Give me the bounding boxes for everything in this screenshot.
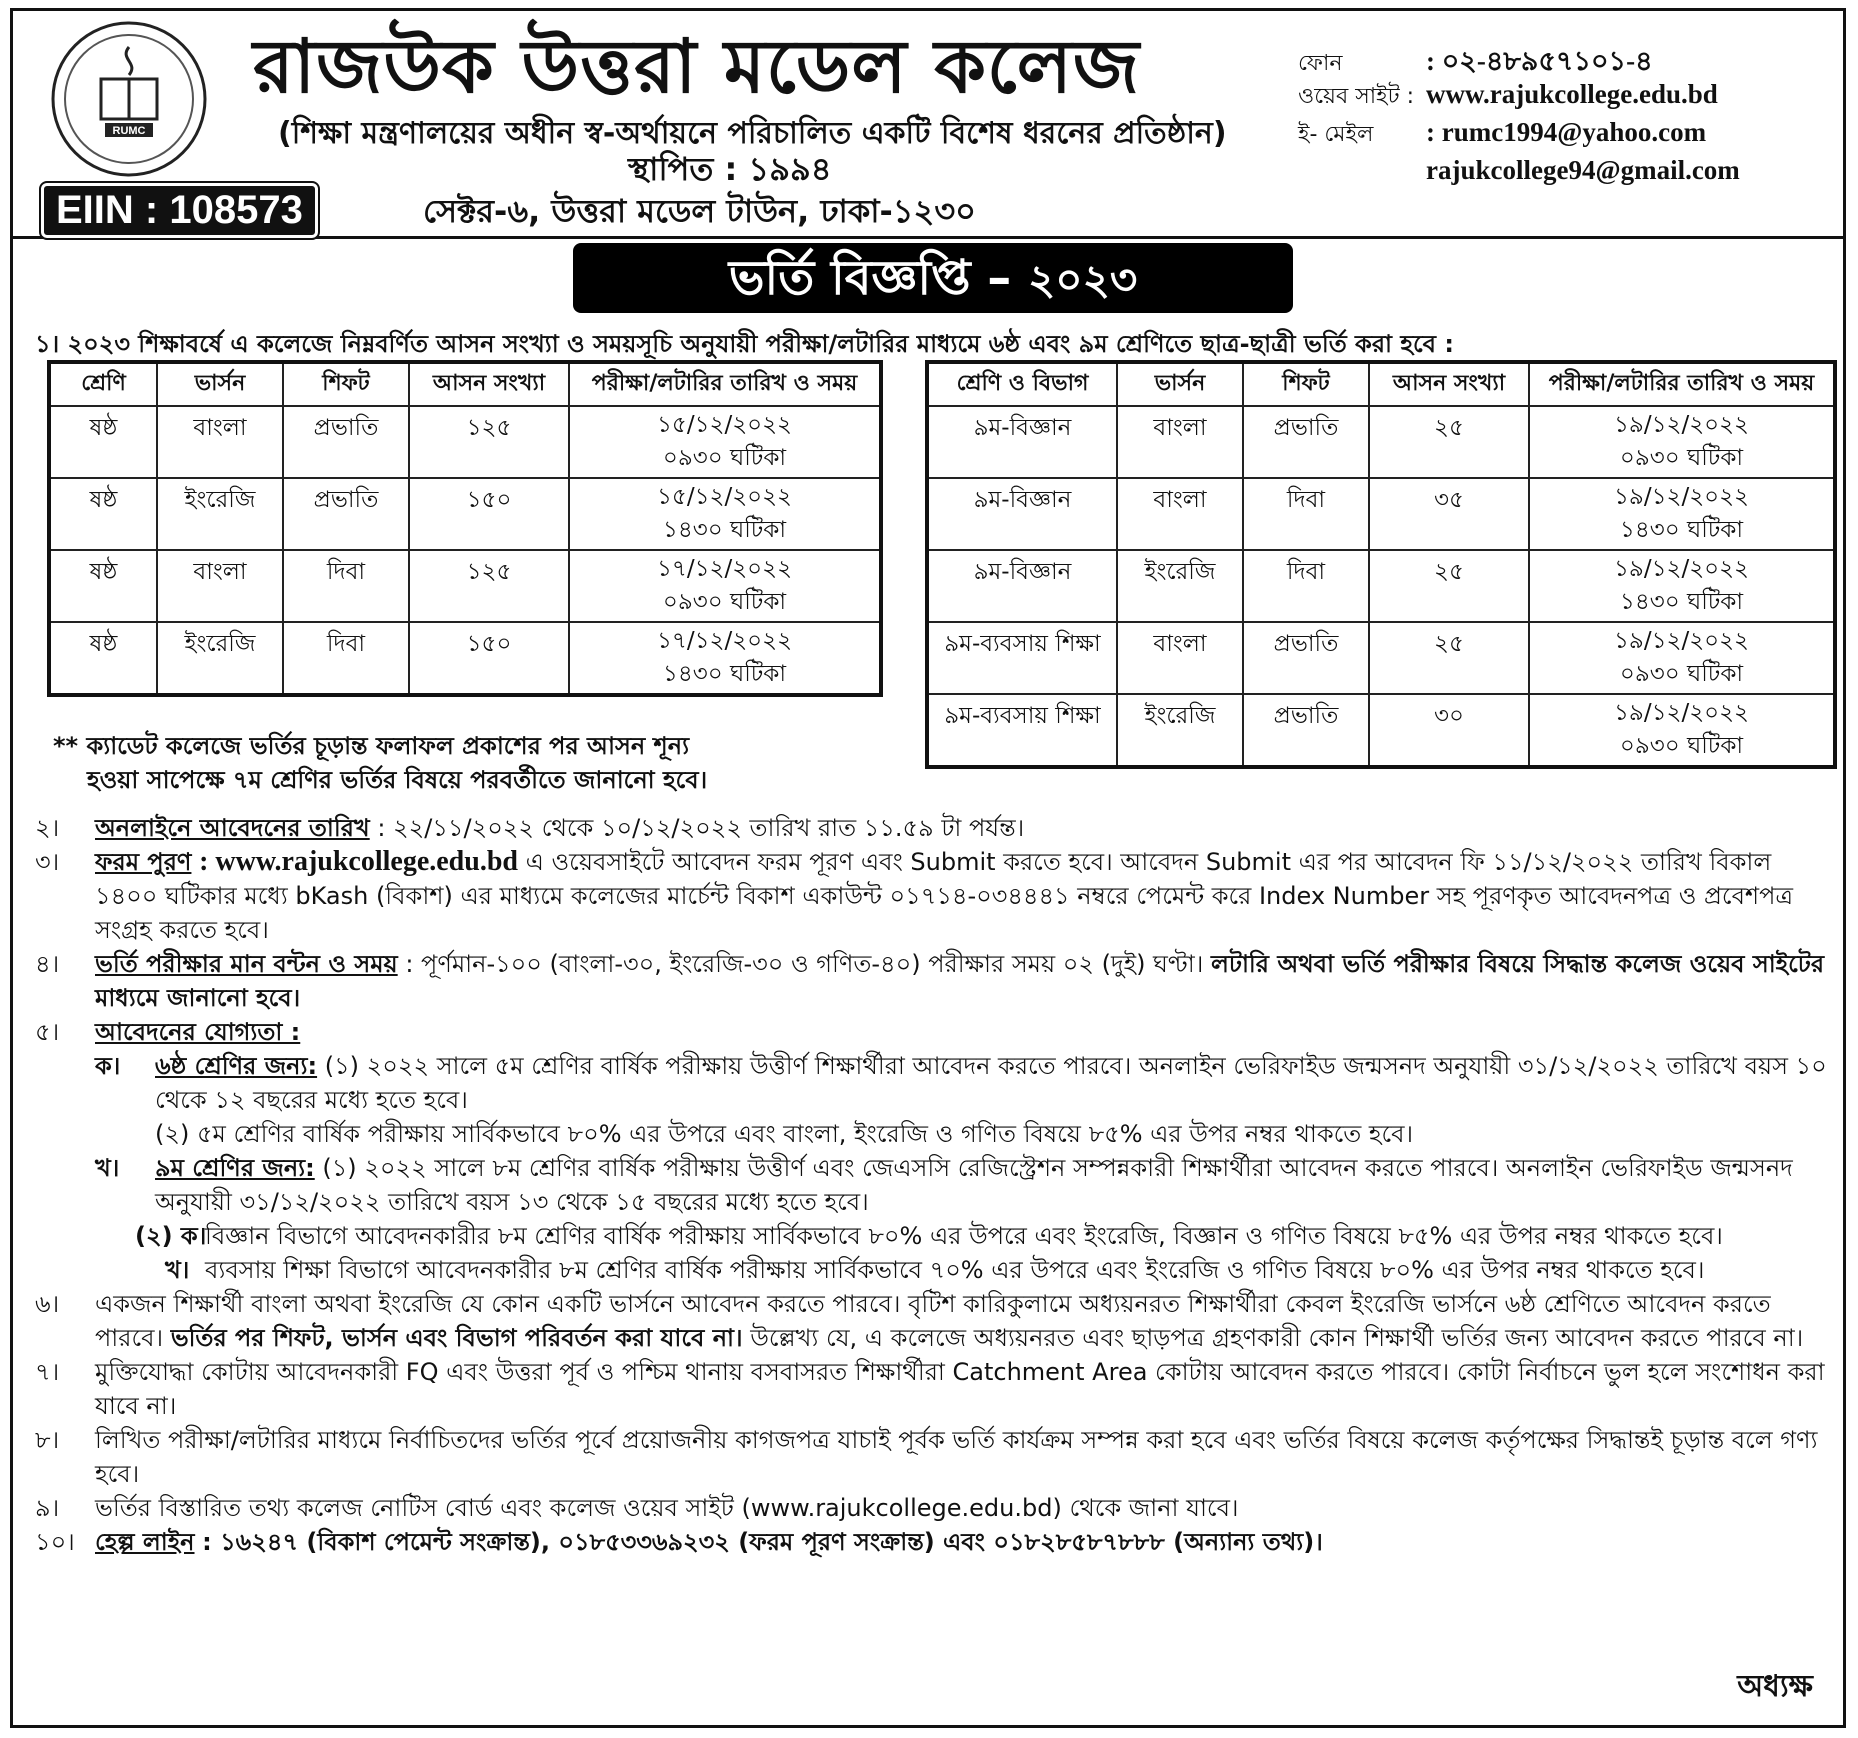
item-label: ফরম পুরণ: [95, 848, 192, 876]
cell-time: ০৯৩০ ঘটিকা: [662, 445, 787, 471]
sub-text: (১) ২০২২ সালে ৫ম শ্রেণির বার্ষিক পরীক্ষায় উত্তীর্ণ শিক্ষার্থীরা আবেদন করতে পারবে। অনলাইন ভেরিফাইড জন্মসনদ অনুযায়ী ৩১/১২/২০২২ তারিখে বয়স ১০ থেকে ১২ বছরের মধ্যে হতে হবে।: [155, 1052, 1827, 1114]
eligibility-class9: [95, 1151, 1835, 1219]
cell-time: ১৪৩০ ঘটিকা: [662, 661, 787, 687]
logo-text: RUMC: [112, 125, 146, 137]
cell-seats: ২৫: [1369, 622, 1529, 694]
website-link[interactable]: www.rajukcollege.edu.bd: [1426, 79, 1718, 109]
item-9: [35, 1491, 1835, 1525]
sub-number: (২) ক।: [135, 1222, 207, 1250]
table-header: পরীক্ষা/লটারির তারিখ ও সময়: [569, 362, 881, 406]
email-link-1[interactable]: : rumc1994@yahoo.com: [1426, 117, 1707, 147]
cell-class: ৯ম-বিজ্ঞান: [927, 550, 1117, 622]
item-10: [35, 1525, 1835, 1559]
table-header: শিফট: [283, 362, 409, 406]
cell-date: ১৯/১২/২০২২: [1613, 412, 1750, 438]
cell-datetime: [569, 622, 881, 695]
cell-time: ০৯৩০ ঘটিকা: [1619, 733, 1744, 759]
cell-seats: ৩০: [1369, 694, 1529, 767]
cell-version: বাংলা: [157, 406, 283, 478]
table-row: [927, 622, 1835, 694]
cell-datetime: [1529, 694, 1835, 767]
cell-seats: ৩৫: [1369, 478, 1529, 550]
sub-text: (২) ৫ম শ্রেণির বার্ষিক পরীক্ষায় সার্বিকভাবে ৮০% এর উপরে এবং বাংলা, ইংরেজি ও গণিত বিষয়ে ৮৫% এর উপর নম্বর থাকতে হবে।: [155, 1120, 1414, 1148]
cell-class: ৯ম-বিজ্ঞান: [927, 478, 1117, 550]
cell-shift: প্রভাতি: [283, 406, 409, 478]
cell-version: ইংরেজি: [157, 622, 283, 695]
table-header: আসন সংখ্যা: [409, 362, 569, 406]
admission-notice: [10, 8, 1846, 1728]
item-text: : ২২/১১/২০২২ থেকে ১০/১২/২০২২ তারিখ রাত ১১.৫৯ টা পর্যন্ত।: [377, 814, 1025, 842]
footnote-line: ** ক্যাডেট কলেজে ভর্তির চূড়ান্ত ফলাফল প্রকাশের পর আসন শূন্য: [53, 732, 690, 760]
item-number: ৪।: [35, 950, 60, 978]
cell-date: ১৯/১২/২০২২: [1613, 484, 1750, 510]
cell-class: ষষ্ঠ: [49, 478, 157, 550]
header: [13, 11, 1843, 239]
cell-shift: দিবা: [283, 622, 409, 695]
eiin-badge: EIIN : 108573: [41, 183, 318, 238]
notice-items: [35, 811, 1835, 1559]
item-number: ১০।: [35, 1528, 75, 1556]
intro-line: ১। ২০২৩ শিক্ষাবর্ষে এ কলেজে নিম্নবর্ণিত আসন সংখ্যা ও সময়সূচি অনুযায়ী পরীক্ষা/লটারির মাধ্যমে ৬ষ্ঠ এবং ৯ম শ্রেণিতে ছাত্র-ছাত্রী ভর্তি করা হবে :: [35, 330, 1454, 358]
cadet-footnote: [53, 729, 707, 797]
cell-datetime: [569, 406, 881, 478]
cell-time: ০৯৩০ ঘটিকা: [662, 589, 787, 615]
cell-class: ৯ম-বিজ্ঞান: [927, 406, 1117, 478]
college-subtitle: (শিক্ষা মন্ত্রণালয়ের অধীন স্ব-অর্থায়নে পরিচালিত একটি বিশেষ ধরনের প্রতিষ্ঠান): [278, 116, 1227, 151]
email-link-2[interactable]: rajukcollege94@gmail.com: [1426, 155, 1740, 185]
cell-time: ০৯৩০ ঘটিকা: [1619, 661, 1744, 687]
cell-time: ১৪৩০ ঘটিকা: [662, 517, 787, 543]
college-address: সেক্টর-৬, উত্তরা মডেল টাউন, ঢাকা-১২৩০: [423, 192, 976, 230]
item-text: উল্লেখ্য যে, এ কলেজে অধ্যয়নরত এবং ছাড়পত্র গ্রহণকারী কোন শিক্ষার্থী ভর্তির জন্য আবেদন করতে পারবে না।: [750, 1324, 1804, 1352]
cell-date: ১৭/১২/২০২২: [656, 556, 793, 582]
website-label: ওয়েব সাইট :: [1298, 84, 1414, 109]
item-number: ৩।: [35, 848, 60, 876]
cell-version: ইংরেজি: [1117, 694, 1243, 767]
banner-title: ভর্তি বিজ্ঞপ্তি –: [728, 250, 1028, 306]
footnote-line: হওয়া সাপেক্ষে ৭ম শ্রেণির ভর্তির বিষয়ে পরবর্তীতে জানানো হবে।: [87, 766, 708, 794]
contact-block: [1298, 41, 1740, 193]
item-bold-text: লটারি অথবা ভর্তি পরীক্ষার বিষয়ে সিদ্ধান্ত কলেজ ওয়েব সাইটের মাধ্যমে জানানো হবে।: [95, 950, 1825, 1012]
item-label: অনলাইনে আবেদনের তারিখ: [95, 814, 370, 842]
cell-seats: ২৫: [1369, 406, 1529, 478]
email-label: ই- মেইল: [1298, 122, 1374, 147]
cell-version: বাংলা: [1117, 478, 1243, 550]
eligibility-business: [95, 1253, 1835, 1287]
eligibility-class6: [95, 1049, 1835, 1151]
table-row: [927, 694, 1835, 767]
cell-class: ষষ্ঠ: [49, 406, 157, 478]
cell-shift: দিবা: [1243, 478, 1369, 550]
cell-time: ০৯৩০ ঘটিকা: [1619, 445, 1744, 471]
item-5: [35, 1015, 1835, 1287]
cell-version: ইংরেজি: [1117, 550, 1243, 622]
sub-text: (১) ২০২২ সালে ৮ম শ্রেণির বার্ষিক পরীক্ষায় উত্তীর্ণ এবং জেএসসি রেজিস্ট্রেশন সম্পন্নকারী শিক্ষার্থীরা আবেদন করতে পারবে। অনলাইন ভেরিফাইড জন্মসনদ অনুযায়ী ৩১/১২/২০২২ তারিখে বয়স ১৩ থেকে ১৫ বছরের মধ্যে হতে হবে।: [155, 1154, 1793, 1216]
item-7: [35, 1355, 1835, 1423]
cell-shift: দিবা: [283, 550, 409, 622]
item-6: [35, 1287, 1835, 1355]
class9-table: [925, 360, 1837, 769]
phone-label: ফোন: [1298, 51, 1343, 76]
item-label: আবেদনের যোগ্যতা :: [95, 1018, 301, 1046]
table-header: শিফট: [1243, 362, 1369, 406]
item-number: ৭।: [35, 1358, 60, 1386]
sub-text: ব্যবসায় শিক্ষা বিভাগে আবেদনকারীর ৮ম শ্রেণির বার্ষিক পরীক্ষায় সার্বিকভাবে ৭০% এর উপরে এবং ইংরেজি ও গণিত বিষয়ে ৮০% এর উপর নম্বর থাকতে হবে।: [205, 1256, 1705, 1284]
item-number: ২।: [35, 814, 60, 842]
cell-class: ৯ম-ব্যবসায় শিক্ষা: [927, 694, 1117, 767]
helpline-text: : ১৬২৪৭ (বিকাশ পেমেন্ট সংক্রান্ত), ০১৮৫৩৩৬৯২৩২ (ফরম পূরণ সংক্রান্ত) এবং ০১৮২৮৫৮৭৮৮৮ (অন্যান্য তথ্য)।: [202, 1528, 1323, 1556]
table-row: [49, 406, 881, 478]
eligibility-science: [95, 1219, 1835, 1253]
item-bold-text: ভর্তির পর শিফট, ভার্সন এবং বিভাগ পরিবর্তন করা যাবে না।: [170, 1324, 743, 1352]
college-name: রাজউক উত্তরা মডেল কলেজ: [253, 24, 1141, 110]
table-header: পরীক্ষা/লটারির তারিখ ও সময়: [1529, 362, 1835, 406]
class6-table: [47, 360, 883, 697]
table-row: [927, 478, 1835, 550]
cell-seats: ১২৫: [409, 406, 569, 478]
item-3: [35, 845, 1835, 947]
banner-year: ২০২৩: [1027, 255, 1138, 304]
cell-time: ১৪৩০ ঘটিকা: [1619, 517, 1744, 543]
sub-label: ৯ম শ্রেণির জন্য:: [155, 1154, 315, 1182]
item-text: লিখিত পরীক্ষা/লটারির মাধ্যমে নির্বাচিতদের ভর্তির পূর্বে প্রয়োজনীয় কাগজপত্র যাচাই পূর্বক ভর্তি কার্যক্রম সম্পন্ন করা হবে এবং ভর্তির বিষয়ে কলেজ কর্তৃপক্ষের সিদ্ধান্তই চূড়ান্ত বলে গণ্য হবে।: [95, 1426, 1818, 1488]
item-2: [35, 811, 1835, 845]
table-row: [49, 622, 881, 695]
item-text: একজন শিক্ষার্থী বাংলা অথবা ইংরেজি যে কোন একটি ভার্সনে আবেদন করতে পারবে। বৃটিশ কারিকুলামে অধ্যয়নরত শিক্ষার্থীরা কেবল ইংরেজি ভার্সনে ৬ষ্ঠ শ্রেণিতে আবেদন করতে পারবে।: [95, 1290, 1771, 1352]
item-text: ভর্তির বিস্তারিত তথ্য কলেজ নোটিস বোর্ড এবং কলেজ ওয়েব সাইট (www.rajukcollege.edu.bd) থেকে জানা যাবে।: [95, 1494, 1239, 1522]
item-number: ৮।: [35, 1426, 60, 1454]
item-text: মুক্তিযোদ্ধা কোটায় আবেদনকারী FQ এবং উত্তরা পূর্ব ও পশ্চিম থানায় বসবাসরত শিক্ষার্থীরা Catchment Area কোটায় আবেদন করতে পারবে। কোটা নির্বাচনে ভুল হলে সংশোধন করা যাবে না।: [95, 1358, 1825, 1420]
table-header: ভার্সন: [1117, 362, 1243, 406]
cell-date: ১৯/১২/২০২২: [1613, 700, 1750, 726]
table-row: [927, 550, 1835, 622]
item-number: ৯।: [35, 1494, 60, 1522]
cell-shift: প্রভাতি: [283, 478, 409, 550]
sub-number: ক।: [95, 1052, 121, 1080]
cell-datetime: [1529, 478, 1835, 550]
established-year: স্থাপিত : ১৯৯৪: [628, 150, 832, 188]
cell-date: ১৫/১২/২০২২: [656, 412, 793, 438]
table-header: ভার্সন: [157, 362, 283, 406]
cell-class: ৯ম-ব্যবসায় শিক্ষা: [927, 622, 1117, 694]
college-logo-icon: [49, 19, 209, 179]
cell-date: ১৯/১২/২০২২: [1613, 628, 1750, 654]
website-link[interactable]: : www.rajukcollege.edu.bd: [199, 846, 518, 877]
cell-datetime: [569, 478, 881, 550]
table-row: [49, 478, 881, 550]
sub-number: খ।: [95, 1154, 120, 1182]
cell-class: ষষ্ঠ: [49, 622, 157, 695]
item-text: এ ওয়েবসাইটে আবেদন ফরম পূরণ এবং Submit করতে হবে। আবেদন Submit এর পর আবেদন ফি ১১/১২/২০২২ তারিখ বিকাল ১৪০০ ঘটিকার মধ্যে bKash (বিকাশ) এর মাধ্যমে কলেজের মার্চেন্ট বিকাশ একাউন্ট ০১৭১৪-০৩৪৪৪১ নম্বরে পেমেন্ট করে Index Number সহ পূরণকৃত আবেদনপত্র ও প্রবেশপত্র সংগ্রহ করতে হবে।: [95, 848, 1794, 944]
sub-label: ৬ষ্ঠ শ্রেণির জন্য:: [155, 1052, 318, 1080]
sub-text: বিজ্ঞান বিভাগে আবেদনকারীর ৮ম শ্রেণির বার্ষিক পরীক্ষায় সার্বিকভাবে ৮০% এর উপরে এবং ইংরেজি, বিজ্ঞান ও গণিত বিষয়ে ৮৫% এর উপর নম্বর থাকতে হবে।: [205, 1222, 1723, 1250]
sub-number: খ।: [165, 1256, 190, 1284]
cell-version: বাংলা: [1117, 622, 1243, 694]
phone-number: : ০২-৪৮৯৫৭১০১-৪: [1426, 46, 1653, 76]
cell-class: ষষ্ঠ: [49, 550, 157, 622]
cell-datetime: [1529, 550, 1835, 622]
cell-version: বাংলা: [157, 550, 283, 622]
cell-date: ১৫/১২/২০২২: [656, 484, 793, 510]
cell-shift: প্রভাতি: [1243, 406, 1369, 478]
cell-seats: ১২৫: [409, 550, 569, 622]
cell-seats: ১৫০: [409, 622, 569, 695]
table-row: [927, 406, 1835, 478]
item-number: ৬।: [35, 1290, 60, 1318]
cell-date: ১৭/১২/২০২২: [656, 628, 793, 654]
item-label: ভর্তি পরীক্ষার মান বন্টন ও সময়: [95, 950, 398, 978]
cell-version: বাংলা: [1117, 406, 1243, 478]
item-4: [35, 947, 1835, 1015]
cell-time: ১৪৩০ ঘটিকা: [1619, 589, 1744, 615]
item-8: [35, 1423, 1835, 1491]
cell-datetime: [1529, 622, 1835, 694]
cell-shift: প্রভাতি: [1243, 622, 1369, 694]
cell-version: ইংরেজি: [157, 478, 283, 550]
cell-date: ১৯/১২/২০২২: [1613, 556, 1750, 582]
cell-datetime: [569, 550, 881, 622]
table-header: শ্রেণি ও বিভাগ: [927, 362, 1117, 406]
item-number: ৫।: [35, 1018, 60, 1046]
table-header: শ্রেণি: [49, 362, 157, 406]
cell-shift: দিবা: [1243, 550, 1369, 622]
item-label: হেল্প লাইন: [95, 1528, 195, 1556]
cell-datetime: [1529, 406, 1835, 478]
cell-shift: প্রভাতি: [1243, 694, 1369, 767]
cell-seats: ১৫০: [409, 478, 569, 550]
table-row: [49, 550, 881, 622]
item-text: : পূর্ণমান-১০০ (বাংলা-৩০, ইংরেজি-৩০ ও গণিত-৪০) পরীক্ষার সময় ০২ (দুই) ঘণ্টা।: [405, 950, 1204, 978]
notice-banner: [573, 243, 1293, 313]
principal-signature: অধ্যক্ষ: [1737, 1669, 1813, 1704]
cell-seats: ২৫: [1369, 550, 1529, 622]
table-header: আসন সংখ্যা: [1369, 362, 1529, 406]
